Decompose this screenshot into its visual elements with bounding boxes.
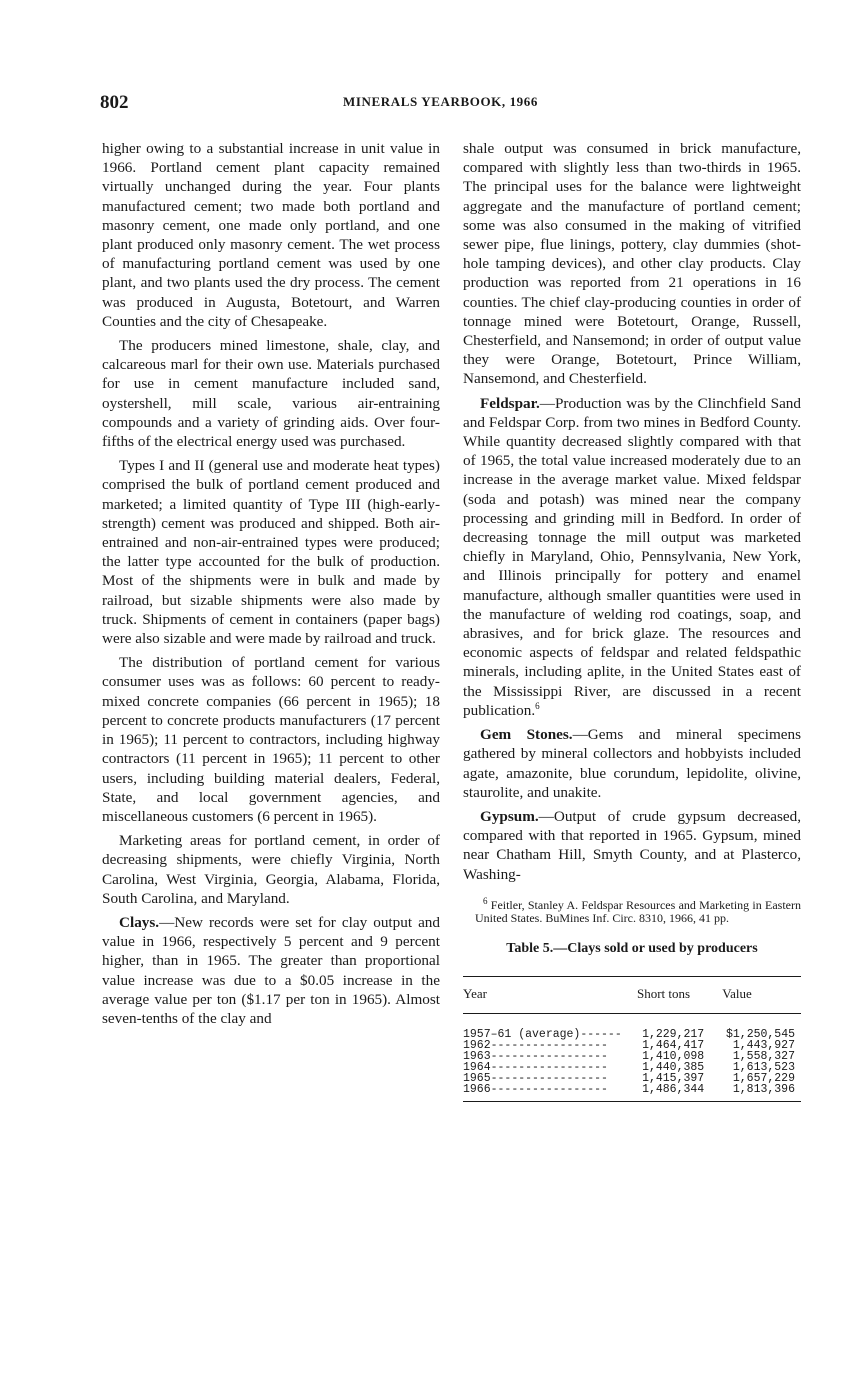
feldspar-text: —Production was by the Clinchfield Sand and Feldspar Corp. from two mines in Bedford County. While quantity decreased slightly compared with that of 1965, the total value increased moderately due to an increase in the average market value. Mixed feldspar (soda and potash) was mined near the company processing and grinding mill in Bedford. In order of decreasing tonnage the mill output was marketed chiefly in Maryland, Ohio, Pennsylvania, New York, and Illinois principally for pottery and enamel manufacture, although smaller quantities were used in the manufacture of welding rod coatings, soap, and abrasives, and for brick glaze. The resources and economic aspects of feldspar and related feldspathic minerals, including aplite, in the United States east of the Mississippi River, are discussed in a recent publication.	[463, 394, 801, 719]
running-head: MINERALS YEARBOOK, 1966	[343, 94, 538, 109]
clays-heading: Clays.	[119, 913, 160, 931]
footnote-ref: 6	[535, 700, 540, 711]
row-value: 1,443,927	[732, 1038, 795, 1052]
header-year: Year	[463, 976, 637, 1013]
gem-stones-text: —Gems and mineral specimens gathered by mineral collectors and hobbyists included agate, amazonite, blue corundum, lepidolite, olivine, staurolite, and unakite.	[463, 726, 802, 801]
row-year: 1962	[463, 1038, 491, 1052]
row-year: 1957–61 (average)	[463, 1027, 581, 1041]
table-row	[463, 1013, 801, 1040]
row-value: $1,250,545	[725, 1027, 795, 1041]
gypsum-paragraph	[463, 807, 801, 884]
row-value: 1,813,396	[722, 1084, 801, 1102]
header-short-tons: Short tons	[637, 976, 722, 1013]
cement-paragraph-3: Types I and II (general use and moderate heat types) comprised the bulk of portland cement produced and marketed; a limited quantity of Type III (high-early-strength) cement was produced and shipped. Both air-entrained and non-air-entrained types were produced; the latter type accounted for the bulk of production. Most of the shipments were in bulk and made by railroad, but sizable shipments were also made by truck. Shipments of cement in containers (paper bags) were also sizable and were made by railroad and truck.	[102, 457, 440, 648]
row-year: 1964	[463, 1060, 491, 1074]
row-leader: ------	[580, 1027, 622, 1041]
row-value: 1,657,229	[732, 1071, 795, 1085]
page-number: 802	[100, 92, 129, 113]
footnote-mark: 6	[483, 895, 488, 906]
row-short-tons: 1,440,385	[642, 1060, 705, 1074]
row-value: 1,558,327	[732, 1049, 795, 1063]
row-year: 1966	[463, 1082, 491, 1096]
cement-paragraph-2: The producers mined limestone, shale, clay, and calcareous marl for their own use. Materials purchased for use in cement manufacture included sand, oystershell, mill scale, various air-entraining compounds and a variety of grinding aids. Over four-fifths of the electrical energy used was purchased.	[102, 337, 440, 451]
row-leader: -----------------	[490, 1049, 608, 1063]
clays-continuation: shale output was consumed in brick manufacture, compared with slightly less than two-thirds in 1965. The principal uses for the balance were lightweight aggregate and the manufacture of portland cement; some was also consumed in the making of vitrified sewer pipe, flue linings, pottery, clay dummies (shot-hole tamping devices), and other clay products. Clay production was reported from 21 operations in 16 counties. The chief clay-producing counties in order of tonnage mined were Botetourt, Orange, Russell, Chesterfield, and Nansemond; in order of output value they were Orange, Botetourt, Prince William, Nansemond, and Chesterfield.	[463, 140, 801, 388]
clays-paragraph	[102, 913, 440, 1028]
clays-text: —New records were set for clay output and value in 1966, respectively 5 percent and 9 percent higher, than in 1965. The greater than proportional value increase was due to a $0.05 increase in the average value per ton ($1.17 per ton in 1965). Almost seven-tenths of the clay and	[102, 913, 440, 1027]
row-leader: -----------------	[490, 1082, 608, 1096]
row-value: 1,613,523	[732, 1060, 795, 1074]
gem-stones-heading: Gem Stones.	[480, 726, 573, 744]
row-short-tons: 1,464,417	[642, 1038, 705, 1052]
row-short-tons: 1,486,344	[637, 1084, 722, 1102]
row-year: 1965	[463, 1071, 491, 1085]
table-row	[463, 1084, 801, 1102]
footnote-text: Feitler, Stanley A. Feldspar Resources and Marketing in Eastern United States. BuMines Inf. Circ. 8310, 1966, 41 pp.	[475, 897, 801, 925]
table-header-row	[463, 976, 801, 1013]
row-year: 1963	[463, 1049, 491, 1063]
cement-paragraph-4: The distribution of portland cement for various consumer uses was as follows: 60 percent to ready-mixed concrete companies (66 percent in 1965); 18 percent to concrete products manufacturers (17 percent in 1965); 11 percent to contractors, including highway contractors (11 percent in 1965); 11 percent to other users, including building material dealers, Federal, State, and local government agencies, and miscellaneous customers (6 percent in 1965).	[102, 654, 440, 825]
feldspar-heading: Feldspar.	[480, 394, 540, 412]
row-leader: -----------------	[490, 1038, 608, 1052]
left-column	[102, 139, 440, 1028]
table-title: Table 5.—Clays sold or used by producers	[506, 940, 758, 956]
cement-paragraph-5: Marketing areas for portland cement, in order of decreasing shipments, were chiefly Virginia, North Carolina, West Virginia, Georgia, Alabama, Florida, South Carolina, and Maryland.	[102, 832, 440, 907]
gypsum-text: —Output of crude gypsum decreased, compared with that reported in 1965. Gypsum, mined near Chatham Hill, Smyth County, and at Plasterco, Washing-	[463, 807, 801, 883]
cement-paragraph-1: higher owing to a substantial increase in unit value in 1966. Portland cement plant capacity remained virtually unchanged during the year. Four plants manufactured cement; two made both portland and masonry cement, one made only portland, and one plant produced only masonry cement. The wet process of manufacturing portland cement was used by one plant, and two plants used the dry process. The cement was produced in Augusta, Botetourt, and Warren Counties and the city of Chesapeake.	[102, 140, 440, 330]
clays-table	[463, 976, 801, 1102]
footnote	[463, 895, 801, 925]
gypsum-heading: Gypsum.	[480, 807, 539, 825]
gem-stones-paragraph	[463, 725, 801, 802]
feldspar-paragraph	[463, 394, 801, 720]
row-short-tons: 1,229,217	[642, 1027, 705, 1041]
row-short-tons: 1,415,397	[642, 1071, 705, 1085]
row-short-tons: 1,410,098	[642, 1049, 705, 1063]
row-leader: -----------------	[490, 1060, 608, 1074]
header-value: Value	[722, 976, 801, 1013]
right-column	[463, 139, 801, 1102]
row-leader: -----------------	[490, 1071, 608, 1085]
